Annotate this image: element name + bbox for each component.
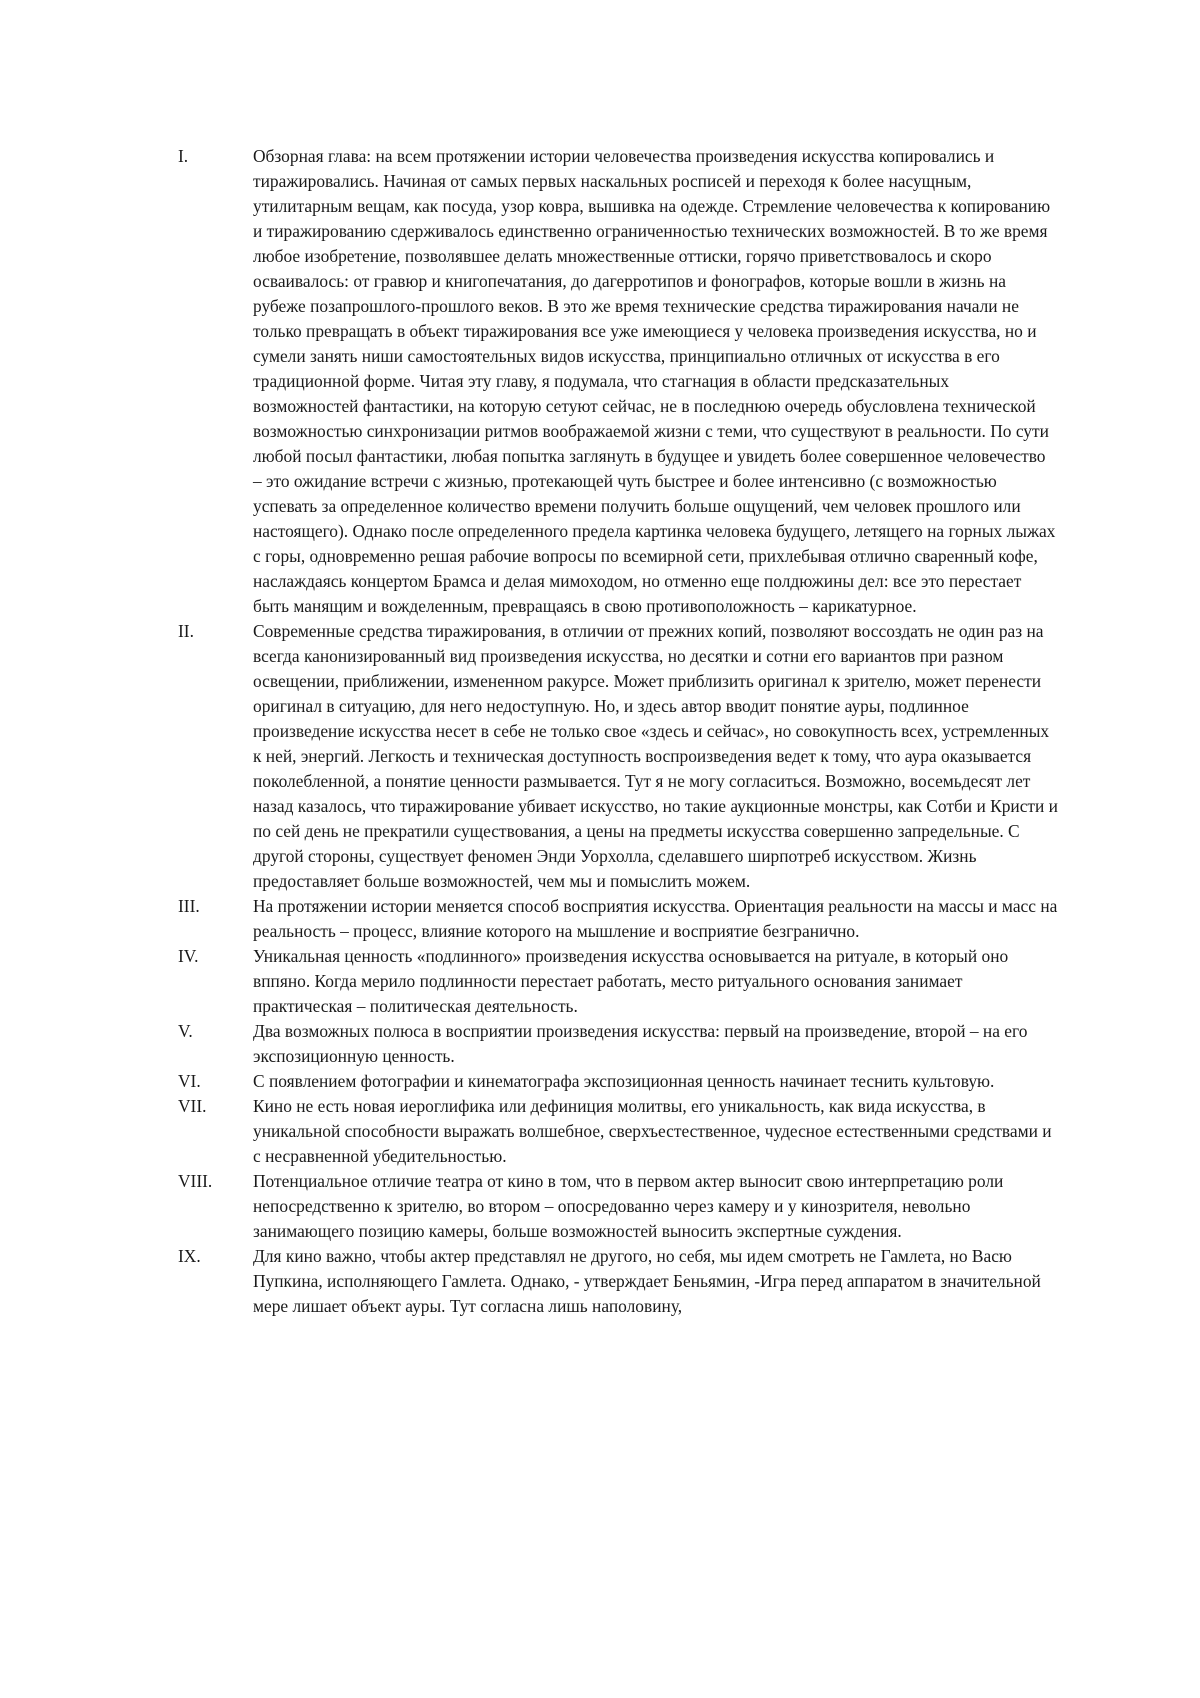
list-item-number: VIII. (178, 1171, 213, 1191)
list-item-number: IX. (178, 1246, 201, 1266)
list-item-text: Два возможных полюса в восприятии произведения искусства: первый на произведение, второй – на его экспозиционную ценность. (253, 1021, 1028, 1066)
list-item-text: Потенциальное отличие театра от кино в том, что в первом актер выносит свою интерпретацию роли непосредственно к зрителю, во втором – опосредованно через камеру и у кинозрителя, невольно занимающего позицию камеры, больше возможностей выносить экспертные суждения. (253, 1171, 1004, 1241)
list-item-3 (178, 894, 1058, 944)
list-item-text: Обзорная глава: на всем протяжении истории человечества произведения искусства копировались и тиражировались. Начиная от самых первых наскальных росписей и переходя к более насущным, утилитарным вещам, как посуда, узор ковра, вышивка на одежде. Стремление человечества к копированию и тиражированию сдерживалось единственно ограниченностью технических возможностей. В то же время любое изобретение, позволявшее делать множественные оттиски, горячо приветствовалось и скоро осваивалось: от гравюр и книгопечатания, до дагерротипов и фонографов, которые вошли в жизнь на рубеже позапрошлого-прошлого веков. В это же время технические средства тиражирования начали не только превращать в объект тиражирования все уже имеющиеся у человека произведения искусства, но и сумели занять ниши самостоятельных видов искусства, принципиально отличных от искусства в его традиционной форме. Читая эту главу, я подумала, что стагнация в области предсказательных возможностей фантастики, на которую сетуют сейчас, не в последнюю очередь обусловлена технической возможностью синхронизации ритмов воображаемой жизни с теми, что существуют в реальности. По сути любой посыл фантастики, любая попытка заглянуть в будущее и увидеть более совершенное человечество – это ожидание встречи с жизнью, протекающей чуть быстрее и более интенсивно (с возможностью успевать за определенное количество времени получить больше ощущений, чем человек прошлого или настоящего). Однако после определенного предела картинка человека будущего, летящего на горных лыжах с горы, одновременно решая рабочие вопросы по всемирной сети, прихлебывая отлично сваренный кофе, наслаждаясь концертом Брамса и делая мимоходом, но отменно еще полдюжины дел: все это перестает быть манящим и вожделенным, превращаясь в свою противоположность – карикатурное. (253, 146, 1056, 616)
list-item-text: Кино не есть новая иероглифика или дефиниция молитвы, его уникальность, как вида искусства, в уникальной способности выражать волшебное, сверхъестественное, чудесное естественными средствами и с несравненной убедительностью. (253, 1096, 1052, 1166)
list-item-8 (178, 1169, 1058, 1244)
list-item-number: II. (178, 621, 194, 641)
list-item-text: С появлением фотографии и кинематографа экспозиционная ценность начинает теснить культовую. (253, 1071, 995, 1091)
list-item-text: Уникальная ценность «подлинного» произведения искусства основывается на ритуале, в который оно вппяно. Когда мерило подлинности перестает работать, место ритуального основания занимает практическая – политическая деятельность. (253, 946, 1009, 1016)
list-item-5 (178, 1019, 1058, 1069)
list-item-6 (178, 1069, 1058, 1094)
list-item-number: VII. (178, 1096, 207, 1116)
list-item-text: Современные средства тиражирования, в отличии от прежних копий, позволяют воссоздать не один раз на всегда канонизированный вид произведения искусства, но десятки и сотни его вариантов при разном освещении, приближении, измененном ракурсе. Может приблизить оригинал к зрителю, может перенести оригинал в ситуацию, для него недоступную. Но, и здесь автор вводит понятие ауры, подлинное произведение искусства несет в себе не только свое «здесь и сейчас», но совокупность всех, устремленных к ней, энергий. Легкость и техническая доступность воспроизведения ведет к тому, что аура оказывается поколебленной, а понятие ценности размывается. Тут я не могу согласиться. Возможно, восемьдесят лет назад казалось, что тиражирование убивает искусство, но такие аукционные монстры, как Сотби и Кристи и по сей день не прекратили существования, а цены на предметы искусства совершенно запредельные. С другой стороны, существует феномен Энди Уорхолла, сделавшего ширпотреб искусством. Жизнь предоставляет больше возможностей, чем мы и помыслить можем. (253, 621, 1058, 891)
numbered-list (178, 144, 1058, 1319)
list-item-number: IV. (178, 946, 199, 966)
list-item-2 (178, 619, 1058, 894)
list-item-number: I. (178, 146, 189, 166)
list-item-9 (178, 1244, 1058, 1319)
list-item-4 (178, 944, 1058, 1019)
list-item-number: III. (178, 896, 200, 916)
list-item-number: VI. (178, 1071, 201, 1091)
list-item-7 (178, 1094, 1058, 1169)
list-item-1 (178, 144, 1058, 619)
list-item-number: V. (178, 1021, 193, 1041)
list-item-text: На протяжении истории меняется способ восприятия искусства. Ориентация реальности на массы и масс на реальность – процесс, влияние которого на мышление и восприятие безгранично. (253, 896, 1058, 941)
list-item-text: Для кино важно, чтобы актер представлял не другого, но себя, мы идем смотреть не Гамлета, но Васю Пупкина, исполняющего Гамлета. Однако, - утверждает Беньямин, -Игра перед аппаратом в значительной мере лишает объект ауры. Тут согласна лишь наполовину, (253, 1246, 1041, 1316)
